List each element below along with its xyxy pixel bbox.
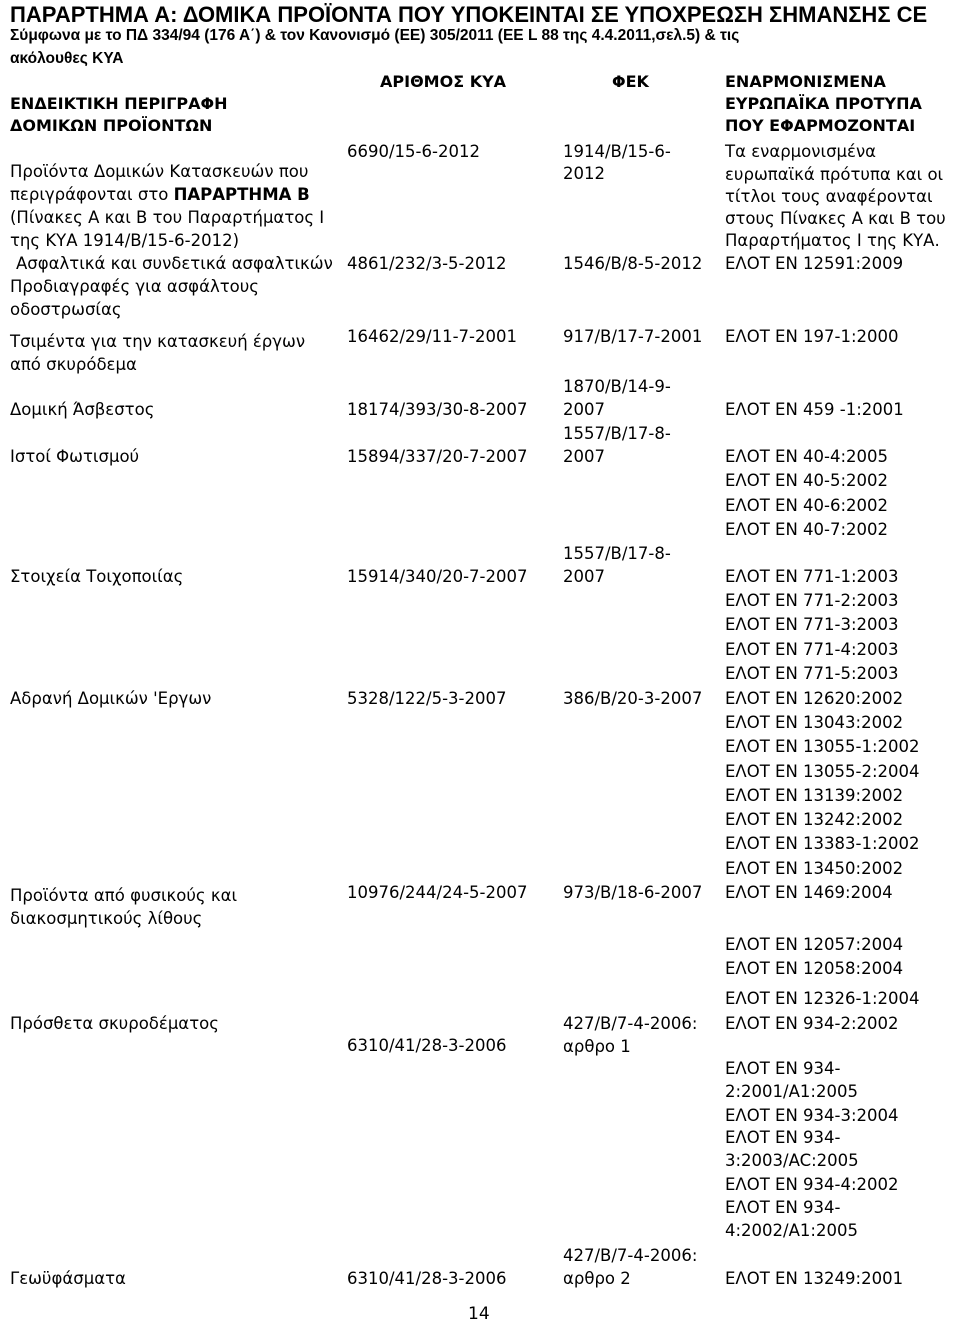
row-standard: ΕΛΟΤ ΕΝ 13055-2:2004 [725, 762, 920, 781]
row-fek: αρθρο 2 [563, 1269, 631, 1288]
row-standard: 2:2001/Α1:2005 [725, 1082, 858, 1101]
row-fek: 2007 [563, 567, 605, 586]
row-standard: ευρωπαϊκά πρότυπα και οι [725, 165, 944, 184]
row-description: διακοσμητικούς λίθους [10, 909, 203, 928]
row-standard: ΕΛΟΤ ΕΝ 771-5:2003 [725, 664, 899, 683]
row-description: Γεωϋφάσματα [10, 1269, 126, 1288]
row-standard: ΕΛΟΤ ΕΝ 771-1:2003 [725, 567, 899, 586]
row-standard: ΕΛΟΤ ΕΝ 13043:2002 [725, 713, 904, 732]
header-fek: ΦΕΚ [612, 72, 649, 91]
annex-title: ΠΑΡΑΡΤΗΜΑ Α: ΔΟΜΙΚΑ ΠΡΟΪΟΝΤΑ ΠΟΥ ΥΠΟΚΕΙΝΤΑΙ ΣΕ ΥΠΟΧΡΕΩΣΗ ΣΗΜΑΝΣΗΣ CE [10, 2, 928, 27]
header-description: ΕΝΔΕΙΚΤΙΚΗ ΠΕΡΙΓΡΑΦΗ [10, 94, 228, 113]
row-standard: ΕΛΟΤ ΕΝ 12591:2009 [725, 254, 904, 273]
row-standard: ΕΛΟΤ ΕΝ 934-2:2002 [725, 1014, 899, 1033]
row-fek: 427/Β/7-4-2006: [563, 1014, 698, 1033]
row-standard: ΕΛΟΤ ΕΝ 934- [725, 1059, 841, 1078]
row-kya: 6310/41/28-3-2006 [347, 1036, 507, 1055]
row-description: (Πίνακες Α και Β του Παραρτήματος Ι [10, 208, 325, 227]
row-fek: 2007 [563, 400, 605, 419]
header-standards-cont: ΕΥΡΩΠΑΪΚΑ ΠΡΟΤΥΠΑ [725, 94, 922, 113]
row-standard: ΕΛΟΤ ΕΝ 1469:2004 [725, 883, 893, 902]
row-standard: ΕΛΟΤ ΕΝ 40-4:2005 [725, 447, 889, 466]
row-standard: ΕΛΟΤ ΕΝ 12620:2002 [725, 689, 904, 708]
row-description: Δομική Άσβεστος [10, 400, 155, 419]
row-standard: ΕΛΟΤ ΕΝ 934- [725, 1198, 841, 1217]
header-standards-cont2: ΠΟΥ ΕΦΑΡΜΟΖΟΝΤΑΙ [725, 116, 916, 135]
row-kya: 6310/41/28-3-2006 [347, 1269, 507, 1288]
row-description: Τσιμέντα για την κατασκευή έργων [10, 332, 306, 351]
row-fek: 1546/Β/8-5-2012 [563, 254, 703, 273]
row-standard: 4:2002/Α1:2005 [725, 1221, 858, 1240]
row-standard: Παραρτήματος Ι της ΚΥΑ. [725, 231, 940, 250]
row-kya: 15914/340/20-7-2007 [347, 567, 528, 586]
row-fek: 1870/Β/14-9- [563, 377, 671, 396]
row-standard: ΕΛΟΤ ΕΝ 771-4:2003 [725, 640, 899, 659]
row-standard: ΕΛΟΤ ΕΝ 40-6:2002 [725, 496, 889, 515]
header-standards: ΕΝΑΡΜΟΝΙΣΜΕΝΑ [725, 72, 886, 91]
row-fek: 1557/Β/17-8- [563, 544, 671, 563]
row-standard: ΕΛΟΤ ΕΝ 459 -1:2001 [725, 400, 904, 419]
row-kya: 5328/122/5-3-2007 [347, 689, 507, 708]
row-standard: ΕΛΟΤ ΕΝ 13450:2002 [725, 859, 904, 878]
row-standard: ΕΛΟΤ ΕΝ 934- [725, 1128, 841, 1147]
row-description: περιγράφονται στο ΠΑΡΑΡΤΗΜΑ Β [10, 185, 310, 204]
row-standard: ΕΛΟΤ ΕΝ 934-3:2004 [725, 1106, 899, 1125]
row-standard: ΕΛΟΤ ΕΝ 12057:2004 [725, 935, 904, 954]
row-standard: ΕΛΟΤ ΕΝ 13055-1:2002 [725, 737, 920, 756]
row-description: Αδρανή Δομικών 'Εργων [10, 689, 212, 708]
row-standard: ΕΛΟΤ ΕΝ 13139:2002 [725, 786, 904, 805]
row-fek: 973/Β/18-6-2007 [563, 883, 703, 902]
row-standard: ΕΛΟΤ ΕΝ 12326-1:2004 [725, 989, 920, 1008]
row-standard: ΕΛΟΤ ΕΝ 771-2:2003 [725, 591, 899, 610]
row-standard: ΕΛΟΤ ΕΝ 771-3:2003 [725, 615, 899, 634]
row-standard: ΕΛΟΤ ΕΝ 40-5:2002 [725, 471, 889, 490]
row-fek: 1914/Β/15-6- [563, 142, 671, 161]
row-description: οδοστρωσίας [10, 300, 122, 319]
row-fek: 427/Β/7-4-2006: [563, 1246, 698, 1265]
row-kya: 6690/15-6-2012 [347, 142, 480, 161]
row-description: Ασφαλτικά και συνδετικά ασφαλτικών [16, 254, 333, 273]
row-standard: ΕΛΟΤ ΕΝ 934-4:2002 [725, 1175, 899, 1194]
row-standard: ΕΛΟΤ ΕΝ 40-7:2002 [725, 520, 889, 539]
annex-b-reference: ΠΑΡΑΡΤΗΜΑ Β [173, 185, 310, 204]
row-fek: 1557/Β/17-8- [563, 424, 671, 443]
page-number: 14 [468, 1304, 490, 1324]
row-fek: 2007 [563, 447, 605, 466]
row-standard: ΕΛΟΤ ΕΝ 12058:2004 [725, 959, 904, 978]
row-description: Προδιαγραφές για ασφάλτους [10, 277, 259, 296]
annex-subtitle: Σύμφωνα με το ΠΔ 334/94 (176 Α΄) & τον Κανονισμό (ΕΕ) 305/2011 (ΕΕ L 88 της 4.4.2011,σελ.5) & τις [10, 27, 740, 44]
row-standard: ΕΛΟΤ ΕΝ 13383-1:2002 [725, 834, 920, 853]
row-description: Προϊόντα από φυσικούς και [10, 886, 238, 905]
row-kya: 10976/244/24-5-2007 [347, 883, 528, 902]
header-kya: ΑΡΙΘΜΟΣ ΚΥΑ [380, 72, 507, 91]
row-standard: ΕΛΟΤ ΕΝ 13242:2002 [725, 810, 904, 829]
row-fek: 386/Β/20-3-2007 [563, 689, 703, 708]
row-fek: 917/Β/17-7-2001 [563, 327, 703, 346]
row-description: Ιστοί Φωτισμού [10, 447, 140, 466]
row-description: Προϊόντα Δομικών Κατασκευών που [10, 162, 309, 181]
annex-subtitle-cont: ακόλουθες ΚΥΑ [10, 50, 124, 67]
row-standard: στους Πίνακες Α και Β του [725, 209, 946, 228]
row-fek: 2012 [563, 164, 605, 183]
row-standard: 3:2003/AC:2005 [725, 1151, 859, 1170]
header-description-cont: ΔΟΜΙΚΩΝ ΠΡΟΪΟΝΤΩΝ [10, 116, 213, 135]
row-standard: ΕΛΟΤ ΕΝ 197-1:2000 [725, 327, 899, 346]
row-fek: αρθρο 1 [563, 1037, 631, 1056]
row-description: Στοιχεία Τοιχοποιίας [10, 567, 184, 586]
row-kya: 18174/393/30-8-2007 [347, 400, 528, 419]
row-kya: 15894/337/20-7-2007 [347, 447, 528, 466]
row-description: Πρόσθετα σκυροδέματος [10, 1014, 219, 1033]
row-description: από σκυρόδεμα [10, 355, 137, 374]
row-standard: τίτλοι τους αναφέρονται [725, 187, 933, 206]
row-description: της ΚΥΑ 1914/Β/15-6-2012) [10, 231, 240, 250]
row-standard: Τα εναρμονισμένα [725, 142, 877, 161]
row-kya: 4861/232/3-5-2012 [347, 254, 507, 273]
row-kya: 16462/29/11-7-2001 [347, 327, 517, 346]
row-standard: ΕΛΟΤ ΕΝ 13249:2001 [725, 1269, 904, 1288]
